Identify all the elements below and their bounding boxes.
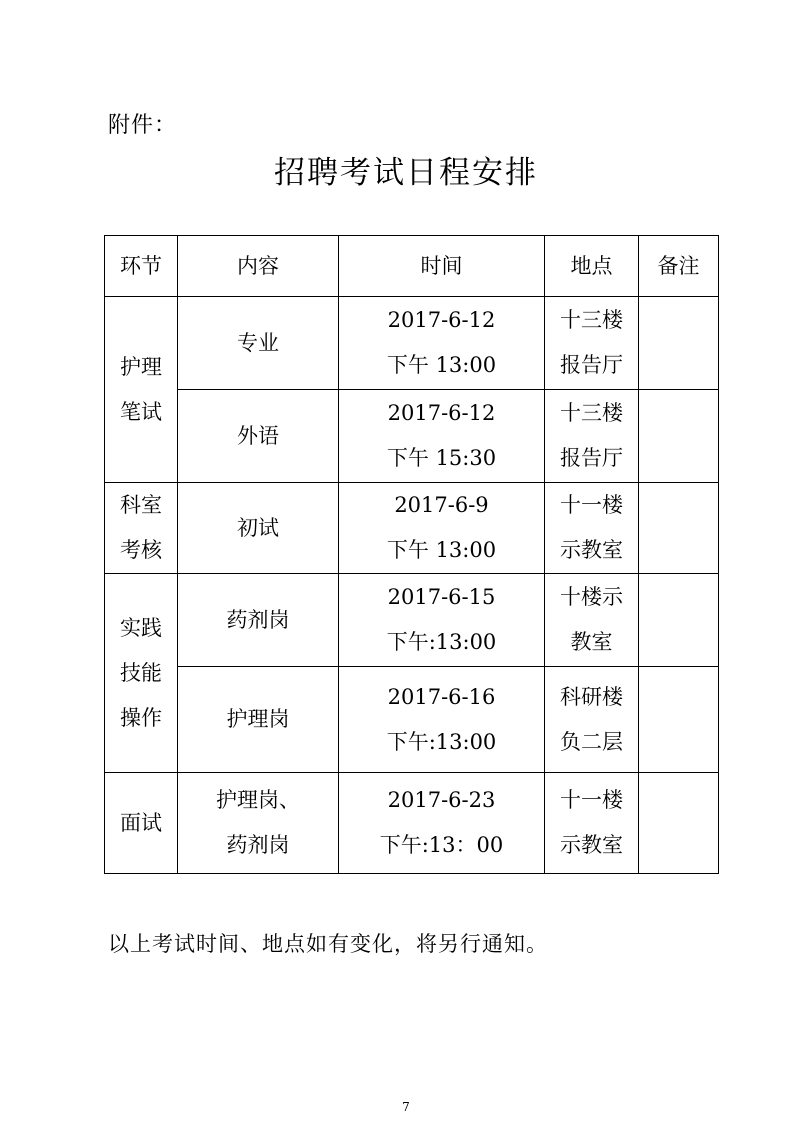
stage-line: 笔试 [120,399,162,424]
place-line: 科研楼 [560,684,623,709]
table-row [105,297,719,390]
place-cell [545,773,639,874]
date-text: 2017-6-9 [394,493,489,517]
table-row [105,574,719,667]
content-line: 专业 [237,330,279,355]
table-row [105,390,719,483]
content-line: 外语 [237,423,279,448]
date-text: 2017-6-23 [387,788,496,812]
page-number: 7 [402,1100,410,1114]
place-cell [545,297,639,390]
content-line: 药剂岗 [226,607,290,632]
place-line: 报告厅 [560,353,623,377]
attachment-label: 附件： [108,113,178,138]
place-cell [545,483,639,574]
header-cell-content: 内容 [178,236,339,297]
stage-line: 面试 [120,810,162,835]
stage-line: 操作 [120,705,162,730]
time-text: 下午:13:00 [386,729,497,754]
place-line: 示教室 [560,538,623,562]
content-line: 护理岗 [226,707,290,731]
remark-cell [639,667,719,773]
place-line: 教室 [570,630,613,654]
remark-cell [639,483,719,574]
place-cell [545,390,639,483]
content-cell [178,297,339,390]
time-cell [339,574,545,667]
content-line: 药剂岗 [226,833,290,857]
header-cell-time: 时间 [339,236,545,297]
time-text: 下午:13:00 [386,630,497,654]
footer-note: 以上考试时间、地点如有变化，将另行通知。 [108,932,548,956]
time-cell [339,773,545,874]
date-text: 2017-6-12 [387,308,496,332]
stage-line: 考核 [120,538,162,562]
content-line: 初试 [237,515,279,540]
date-text: 2017-6-15 [387,585,496,609]
content-cell [178,773,339,874]
schedule-table [104,235,719,874]
stage-line: 技能 [120,660,162,685]
place-line: 负二层 [560,729,623,754]
table-row [105,667,719,773]
stage-cell [105,773,178,874]
table-row [105,773,719,874]
header-cell-place: 地点 [545,236,639,297]
content-line: 护理岗、 [216,788,300,812]
table-row [105,483,719,574]
table-header-row [105,236,719,297]
time-text: 下午 13:00 [386,538,497,562]
place-line: 十三楼 [560,401,623,425]
content-cell [178,574,339,667]
place-line: 十楼示 [560,585,623,609]
date-text: 2017-6-16 [387,684,496,709]
time-text: 下午 15:30 [386,446,497,470]
content-cell [178,483,339,574]
time-cell [339,667,545,773]
remark-cell [639,297,719,390]
time-cell [339,483,545,574]
place-cell [545,574,639,667]
stage-line: 科室 [120,493,162,517]
remark-cell [639,773,719,874]
place-line: 十三楼 [560,308,623,332]
place-line: 十一楼 [560,788,623,812]
stage-line: 实践 [120,615,162,640]
time-cell [339,390,545,483]
remark-cell [639,574,719,667]
place-cell [545,667,639,773]
header-cell-remark: 备注 [639,236,719,297]
date-text: 2017-6-12 [387,401,496,425]
stage-cell [105,297,178,483]
stage-cell [105,483,178,574]
header-cell-stage: 环节 [105,236,178,297]
page-title: 招聘考试日程安排 [274,155,538,191]
time-cell [339,297,545,390]
time-text: 下午 13:00 [386,353,497,377]
stage-line: 护理 [120,354,162,379]
place-line: 十一楼 [560,493,623,517]
place-line: 报告厅 [560,446,623,470]
content-cell [178,667,339,773]
place-line: 示教室 [560,833,623,857]
time-text: 下午:13：00 [379,833,504,857]
remark-cell [639,390,719,483]
content-cell [178,390,339,483]
stage-cell [105,574,178,773]
